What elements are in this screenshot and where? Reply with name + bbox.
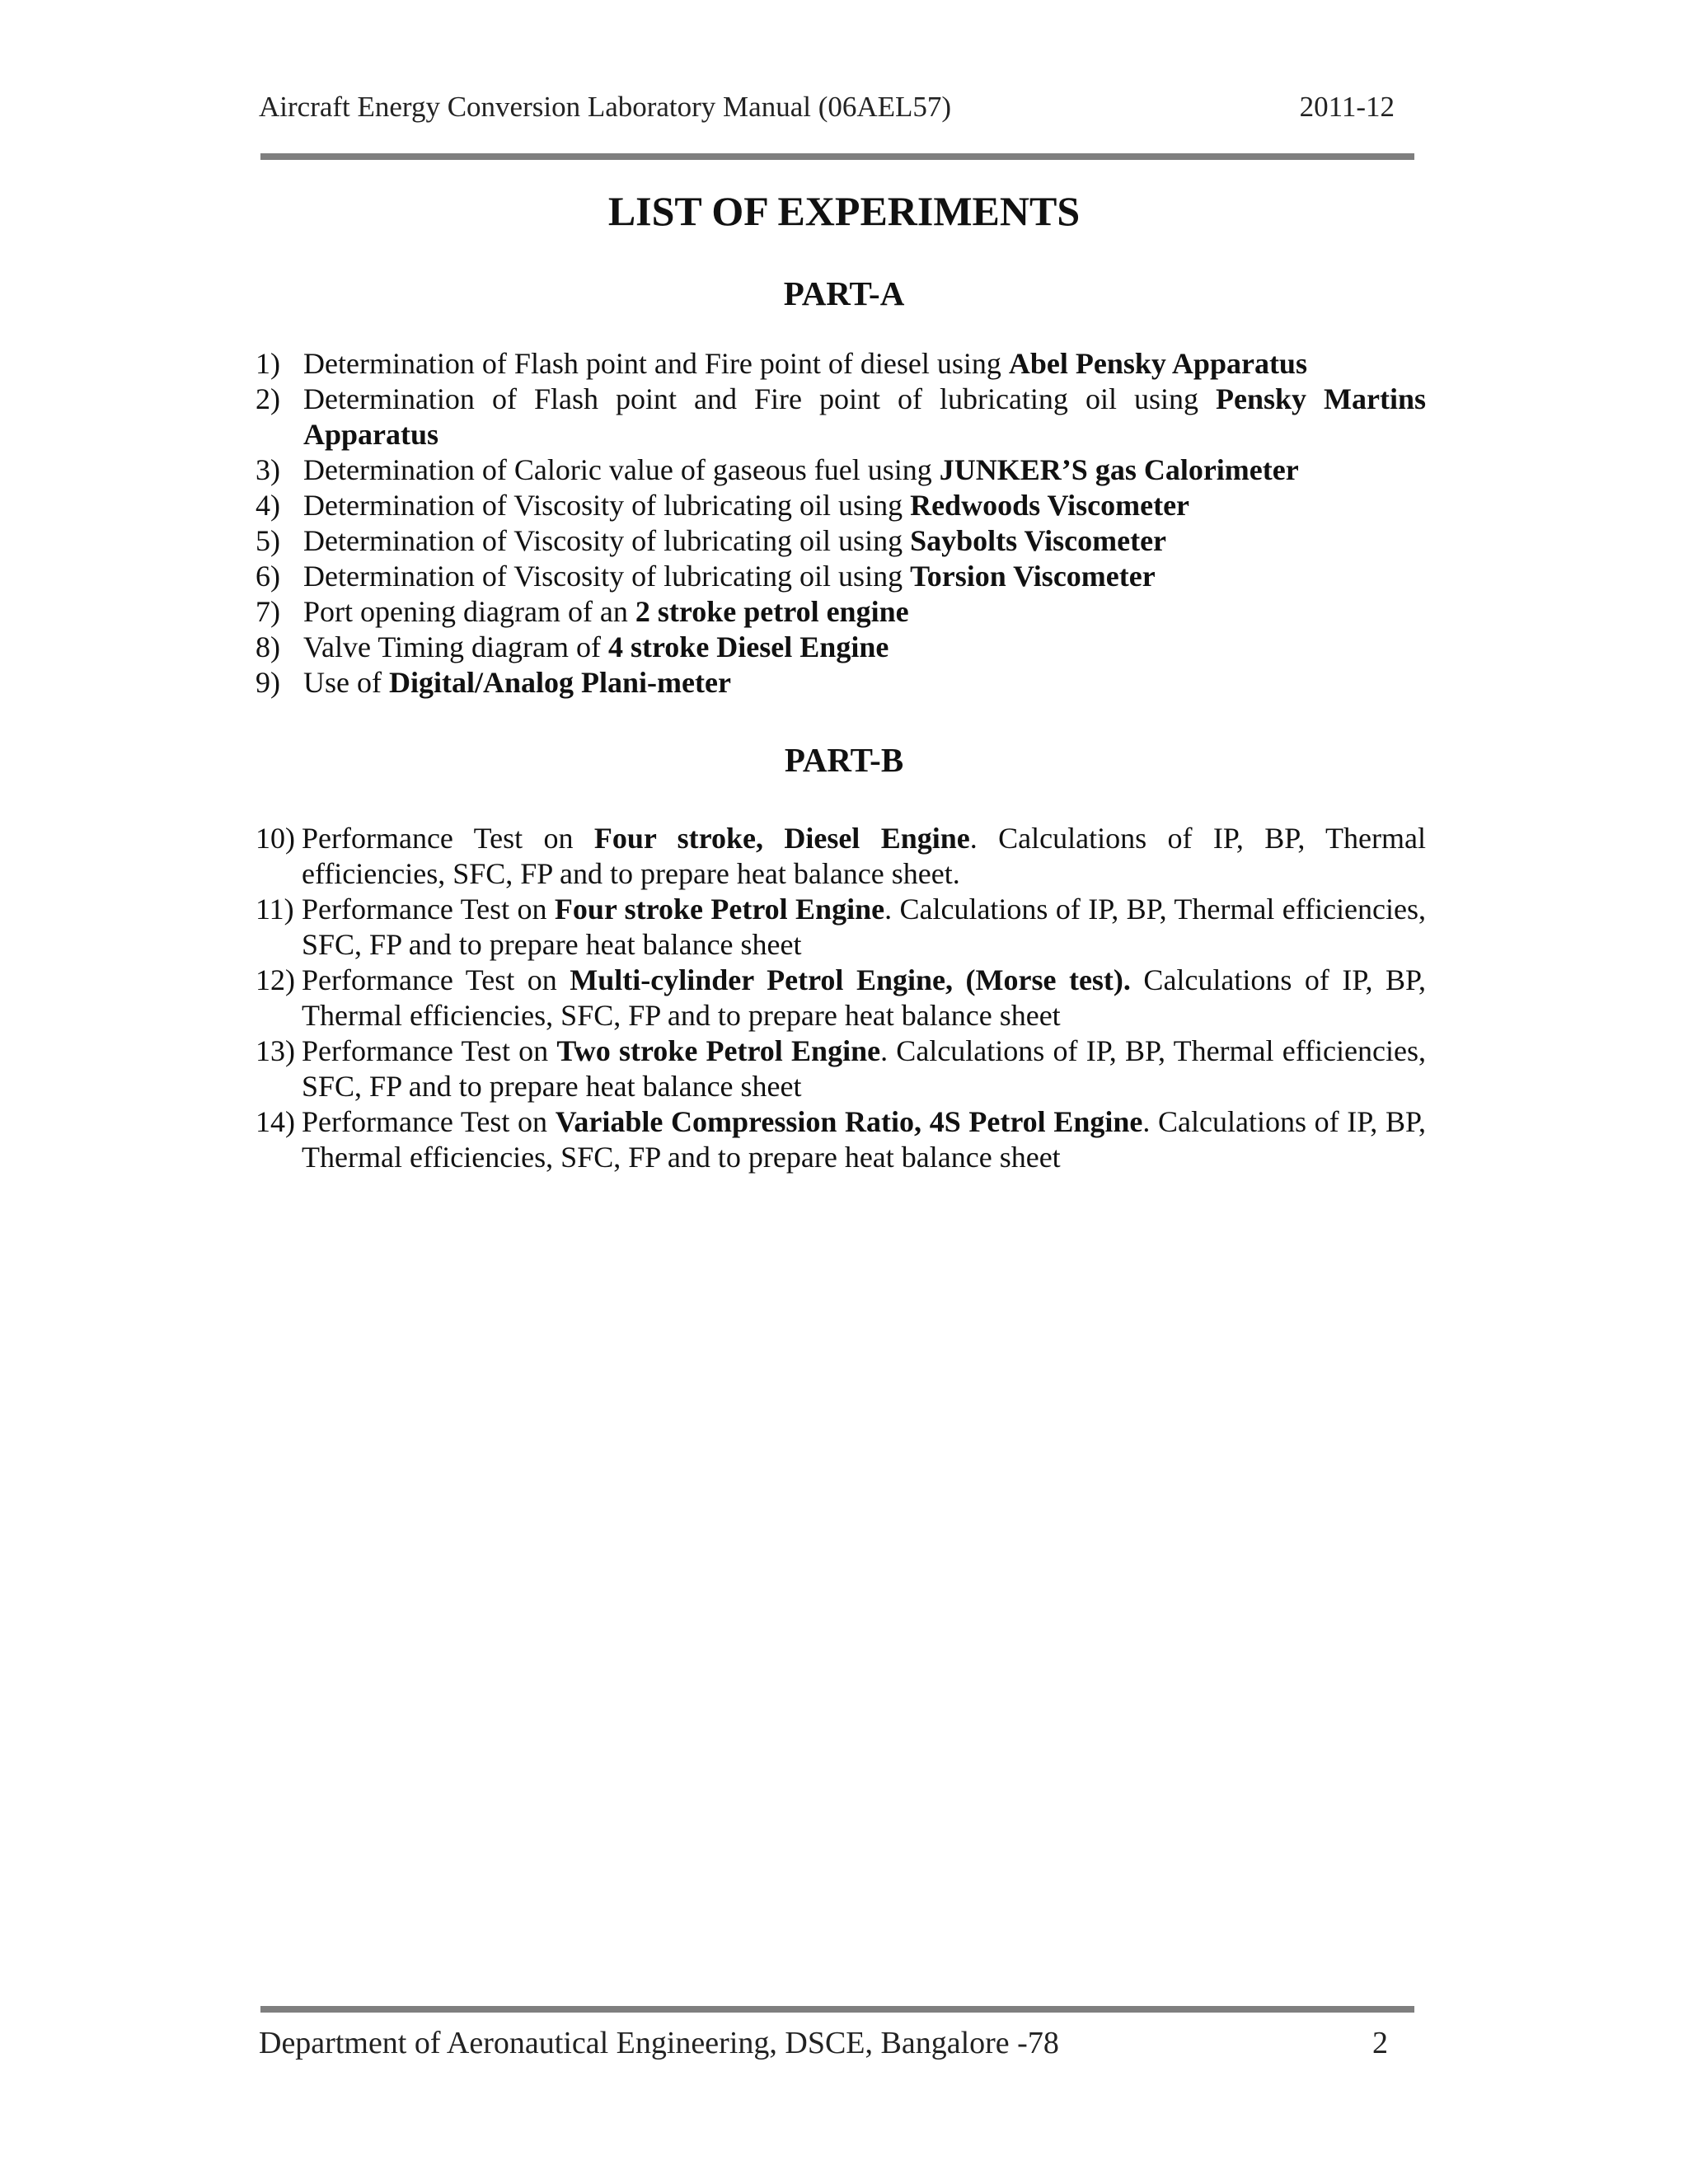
experiment-text: Determination of Flash point and Fire point of diesel using: [303, 347, 1009, 380]
experiment-text: Performance Test on: [302, 963, 570, 996]
experiment-apparatus: Digital/Analog Plani-meter: [388, 666, 731, 699]
page-footer: [259, 2024, 1388, 2062]
experiment-item: [256, 523, 1426, 559]
part-a-heading: PART-A: [783, 274, 905, 312]
experiment-apparatus: Redwoods Viscometer: [910, 489, 1190, 522]
experiment-text: Port opening diagram of an: [303, 595, 635, 628]
experiment-apparatus: Variable Compression Ratio, 4S Petrol Engine: [555, 1105, 1143, 1138]
part-b-heading: PART-B: [784, 741, 904, 779]
experiment-number: 6): [256, 560, 280, 593]
experiment-apparatus: Abel Pensky Apparatus: [1008, 347, 1307, 380]
experiment-item: [256, 963, 1426, 1033]
experiment-number: 4): [256, 489, 280, 522]
experiment-text: Determination of Flash point and Fire point of lubricating oil using: [303, 382, 1216, 415]
experiment-text: Determination of Caloric value of gaseous fuel using: [303, 453, 940, 486]
experiment-text: Performance Test on: [302, 1034, 557, 1067]
experiment-apparatus: Pensky Martins Apparatus: [303, 382, 1426, 451]
experiment-apparatus: Two stroke Petrol Engine: [556, 1034, 881, 1067]
experiment-item: [256, 452, 1426, 488]
experiment-item: [256, 892, 1426, 963]
experiment-number: 10): [256, 822, 295, 855]
page-number: 2: [1372, 2026, 1388, 2060]
experiment-item: [256, 559, 1426, 594]
experiment-number: 1): [256, 347, 280, 380]
experiment-apparatus: 4 stroke Diesel Engine: [607, 630, 889, 663]
header-rule: [260, 153, 1414, 160]
experiment-tail: . Calculations of IP, BP, Thermal efficiencies, SFC, FP and to prepare heat balance sheet: [302, 1105, 1427, 1174]
experiment-apparatus: JUNKER’S gas Calorimeter: [939, 453, 1299, 486]
experiment-text: Performance Test on: [302, 893, 555, 926]
experiment-item: [256, 346, 1426, 382]
experiment-text: Determination of Viscosity of lubricating oil using: [303, 489, 911, 522]
experiment-tail: . Calculations of IP, BP, Thermal efficiencies, SFC, FP and to prepare heat balance sheet: [302, 1034, 1426, 1103]
experiment-item: [256, 1104, 1426, 1175]
experiment-number: 5): [256, 524, 280, 557]
experiment-number: 12): [256, 963, 295, 996]
experiment-text: Determination of Viscosity of lubricating oil using: [303, 524, 911, 557]
experiment-number: 7): [256, 595, 280, 628]
department-name: Department of Aeronautical Engineering, DSCE, Bangalore -78: [259, 2026, 1059, 2060]
experiment-item: [256, 630, 1426, 665]
experiment-tail: Calculations of IP, BP, Thermal efficiencies, SFC, FP and to prepare heat balance sheet: [302, 963, 1427, 1032]
experiment-item: [256, 1033, 1426, 1104]
experiment-tail: . Calculations of IP, BP, Thermal efficiencies, SFC, FP and to prepare heat balance sheet.: [302, 822, 1426, 890]
experiment-apparatus: Multi-cylinder Petrol Engine, (Morse test).: [570, 963, 1131, 996]
manual-year: 2011-12: [1299, 91, 1395, 123]
experiment-tail: . Calculations of IP, BP, Thermal efficiencies, SFC, FP and to prepare heat balance sheet: [302, 893, 1426, 961]
experiment-text: Use of: [303, 666, 389, 699]
experiment-text: Valve Timing diagram of: [303, 630, 608, 663]
experiment-number: 9): [256, 666, 280, 699]
experiment-number: 2): [256, 382, 280, 415]
experiment-apparatus: Four stroke Petrol Engine: [554, 893, 885, 926]
part-a-list: [256, 346, 1426, 701]
experiment-apparatus: Four stroke, Diesel Engine: [593, 822, 970, 855]
experiment-item: [256, 382, 1426, 452]
experiment-item: [256, 488, 1426, 523]
page-header: [259, 89, 1395, 125]
experiment-apparatus: Saybolts Viscometer: [910, 524, 1167, 557]
experiment-number: 14): [256, 1105, 295, 1138]
experiment-text: Performance Test on: [302, 1105, 556, 1138]
page-title: LIST OF EXPERIMENTS: [607, 188, 1081, 234]
experiment-number: 11): [256, 893, 294, 926]
manual-title: Aircraft Energy Conversion Laboratory Manual (06AEL57): [259, 91, 952, 123]
experiment-apparatus: 2 stroke petrol engine: [635, 595, 909, 628]
experiment-text: Determination of Viscosity of lubricating oil using: [303, 560, 911, 593]
footer-rule: [260, 2006, 1414, 2013]
experiment-number: 8): [256, 630, 280, 663]
experiment-item: [256, 665, 1426, 701]
experiment-apparatus: Torsion Viscometer: [910, 560, 1156, 593]
experiment-item: [256, 821, 1426, 892]
experiment-text: Performance Test on: [302, 822, 594, 855]
experiment-number: 3): [256, 453, 280, 486]
experiment-item: [256, 594, 1426, 630]
experiment-number: 13): [256, 1034, 295, 1067]
part-b-list: [256, 821, 1426, 1175]
